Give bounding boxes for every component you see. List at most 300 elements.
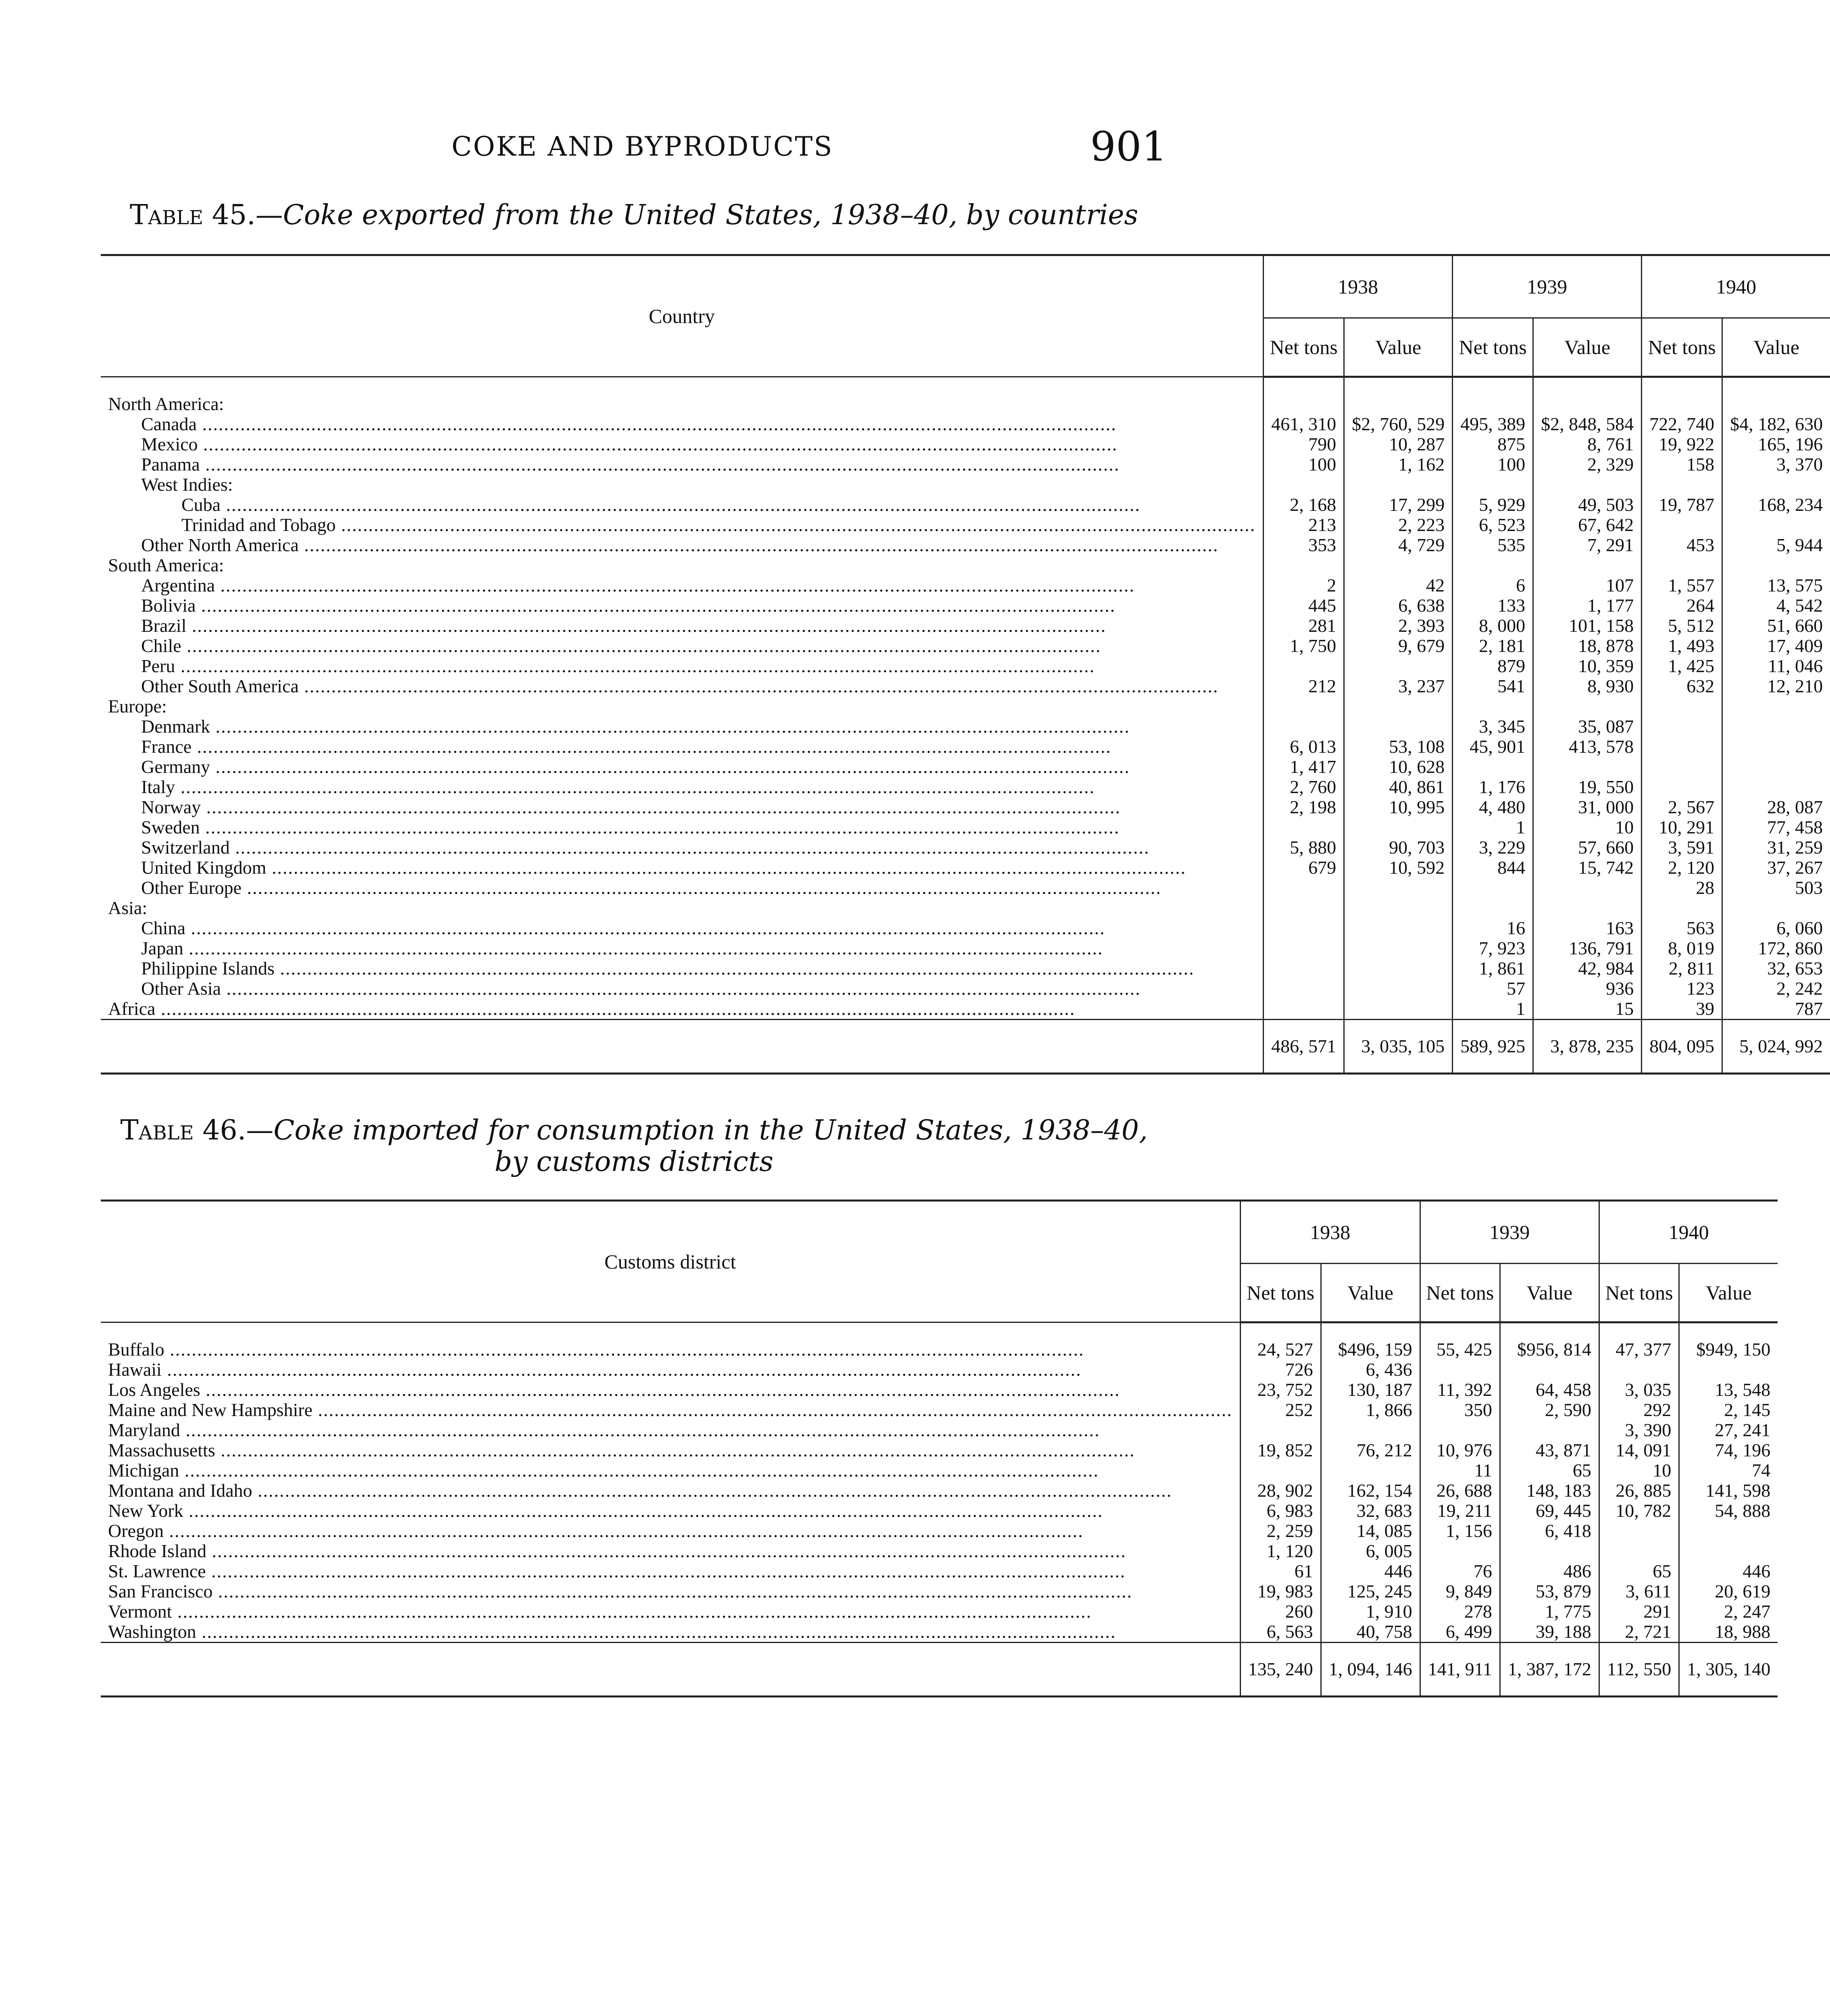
row-label-text: North America:	[108, 393, 224, 414]
table-cell: 14, 091	[1599, 1440, 1679, 1460]
row-label	[101, 1561, 1240, 1581]
table-cell	[1533, 757, 1642, 777]
row-label-text: Oregon .....	[108, 1521, 1083, 1541]
table-cell: 43, 871	[1500, 1440, 1599, 1460]
row-label-text: United Kingdom .....	[141, 858, 1186, 878]
row-label	[101, 837, 1264, 858]
table-cell: 875	[1453, 434, 1533, 454]
table-cell: 19, 922	[1642, 434, 1722, 454]
table-cell: 679	[1264, 858, 1344, 878]
row-label	[101, 958, 1264, 979]
table-row	[101, 434, 1830, 454]
row-label-text: Argentina .....	[141, 575, 1135, 596]
row-label-text: Sweden .....	[141, 817, 1120, 837]
row-label	[101, 555, 1264, 575]
table-cell: 19, 983	[1240, 1581, 1321, 1602]
table-cell: 2	[1264, 575, 1344, 596]
table-cell: 9, 849	[1420, 1581, 1500, 1602]
table-cell: 3, 345	[1453, 716, 1533, 737]
table-cell	[1722, 737, 1830, 757]
table-row	[101, 696, 1830, 716]
running-head: COKE AND BYPRODUCTS	[452, 131, 833, 162]
table-cell	[1722, 757, 1830, 777]
table-46-caption	[101, 1115, 1167, 1178]
table-cell: 2, 393	[1344, 616, 1453, 636]
table-cell: 1, 417	[1264, 757, 1344, 777]
table-cell: $956, 814	[1500, 1322, 1599, 1360]
table-cell: 26, 885	[1599, 1481, 1679, 1501]
table-cell	[1420, 1420, 1500, 1440]
table-cell: 16	[1453, 918, 1533, 938]
table-cell: 2, 181	[1453, 636, 1533, 656]
row-label-text: Montana and Idaho .....	[108, 1481, 1172, 1501]
table-cell	[1264, 979, 1344, 999]
table-cell: 252	[1240, 1400, 1321, 1420]
table-cell: 19, 787	[1642, 495, 1722, 515]
total-cell: 135, 240	[1240, 1643, 1321, 1697]
table-cell: 8, 019	[1642, 938, 1722, 958]
table-cell: 39, 188	[1500, 1622, 1599, 1643]
sub-header: Value	[1321, 1264, 1420, 1322]
row-label	[101, 495, 1264, 515]
row-label	[101, 938, 1264, 958]
table-row	[101, 414, 1830, 434]
total-cell: 486, 571	[1264, 1020, 1344, 1074]
table-row	[101, 515, 1830, 535]
table-cell	[1264, 696, 1344, 716]
table-cell	[1264, 999, 1344, 1020]
table-cell: 5, 512	[1642, 616, 1722, 636]
table-cell: 172, 860	[1722, 938, 1830, 958]
table-cell: 4, 729	[1344, 535, 1453, 555]
table-cell: 27, 241	[1679, 1420, 1778, 1440]
table-46-title: —Coke imported for consumption in the United States, 1938–40, by customs districts	[246, 1114, 1148, 1178]
table-cell	[1599, 1541, 1679, 1561]
table-cell: 49, 503	[1533, 495, 1642, 515]
table-cell: 55, 425	[1420, 1322, 1500, 1360]
table-row	[101, 737, 1830, 757]
table-45	[101, 254, 1830, 1075]
table-cell	[1642, 737, 1722, 757]
table-cell: 9, 679	[1344, 636, 1453, 656]
table-cell: 10, 782	[1599, 1501, 1679, 1521]
year-header-1940: 1940	[1599, 1201, 1778, 1264]
table-row	[101, 1360, 1778, 1380]
table-cell	[1642, 515, 1722, 535]
table-cell: 125, 245	[1321, 1581, 1420, 1602]
table-cell: 162, 154	[1321, 1481, 1420, 1501]
table-cell	[1344, 918, 1453, 938]
table-cell: 40, 861	[1344, 777, 1453, 797]
table-cell: 19, 852	[1240, 1440, 1321, 1460]
table-cell: 879	[1453, 656, 1533, 676]
table-cell: 57, 660	[1533, 837, 1642, 858]
table-cell: 10, 592	[1344, 858, 1453, 878]
table-cell: 163	[1533, 918, 1642, 938]
table-cell: 28, 087	[1722, 797, 1830, 817]
table-cell: 1, 493	[1642, 636, 1722, 656]
table-cell: 2, 120	[1642, 858, 1722, 878]
table-cell: 3, 611	[1599, 1581, 1679, 1602]
table-45-label: Table 45.	[129, 199, 256, 231]
row-label	[101, 716, 1264, 737]
table-cell: $2, 848, 584	[1533, 414, 1642, 434]
table-cell: 11	[1420, 1460, 1500, 1481]
table-cell: 17, 409	[1722, 636, 1830, 656]
table-cell	[1264, 878, 1344, 898]
col-header-customs-district: Customs district	[101, 1201, 1240, 1322]
row-label	[101, 737, 1264, 757]
table-cell: 292	[1599, 1400, 1679, 1420]
table-cell: 77, 458	[1722, 817, 1830, 837]
table-cell: 1, 120	[1240, 1541, 1321, 1561]
sub-header: Net tons	[1264, 318, 1344, 377]
table-cell	[1344, 979, 1453, 999]
year-header-1938: 1938	[1240, 1201, 1420, 1264]
row-label	[101, 656, 1264, 676]
table-cell	[1453, 757, 1533, 777]
page-number: 901	[1090, 123, 1167, 170]
row-label-text: Germany .....	[141, 757, 1130, 777]
table-45-caption	[101, 200, 1167, 231]
sub-header: Value	[1500, 1264, 1599, 1322]
row-label-text: Europe:	[108, 696, 167, 716]
row-label	[101, 898, 1264, 918]
table-cell: 7, 291	[1533, 535, 1642, 555]
table-cell: 158	[1642, 454, 1722, 475]
table-row	[101, 475, 1830, 495]
table-cell: 13, 575	[1722, 575, 1830, 596]
table-cell	[1642, 777, 1722, 797]
row-label-text: Bolivia .....	[141, 596, 1116, 616]
table-cell: 141, 598	[1679, 1481, 1778, 1501]
row-label-text: Mexico .....	[141, 434, 1118, 454]
row-label-text: Maryland .....	[108, 1420, 1100, 1440]
table-cell: 76, 212	[1321, 1440, 1420, 1460]
table-cell: 413, 578	[1533, 737, 1642, 757]
table-cell: 13, 548	[1679, 1380, 1778, 1400]
table-cell: 5, 880	[1264, 837, 1344, 858]
table-cell: 2, 145	[1679, 1400, 1778, 1420]
total-row	[101, 1643, 1778, 1697]
table-cell	[1264, 475, 1344, 495]
table-cell: 133	[1453, 596, 1533, 616]
total-row-label	[101, 1643, 1240, 1697]
row-label-text: Other South America .....	[141, 676, 1218, 696]
table-cell: 3, 035	[1599, 1380, 1679, 1400]
table-cell	[1533, 878, 1642, 898]
table-cell: 100	[1453, 454, 1533, 475]
table-cell: 53, 108	[1344, 737, 1453, 757]
table-row	[101, 616, 1830, 636]
row-label	[101, 434, 1264, 454]
table-row	[101, 454, 1830, 475]
row-label-text: San Francisco .....	[108, 1581, 1133, 1602]
table-cell: 54, 888	[1679, 1501, 1778, 1521]
row-label-text: Philippine Islands .....	[141, 958, 1194, 979]
table-cell: 32, 683	[1321, 1501, 1420, 1521]
row-label-text: Italy .....	[141, 777, 1095, 797]
table-cell: 19, 550	[1533, 777, 1642, 797]
table-cell	[1679, 1541, 1778, 1561]
row-label-text: Rhode Island .....	[108, 1541, 1126, 1561]
table-cell: 632	[1642, 676, 1722, 696]
table-cell: 3, 237	[1344, 676, 1453, 696]
table-cell	[1722, 898, 1830, 918]
table-cell	[1264, 656, 1344, 676]
sub-header: Value	[1344, 318, 1453, 377]
row-label	[101, 1481, 1240, 1501]
row-label	[101, 475, 1264, 495]
table-cell	[1264, 958, 1344, 979]
row-label-text: Hawaii .....	[108, 1360, 1081, 1380]
table-cell	[1533, 475, 1642, 495]
row-label	[101, 1400, 1240, 1420]
table-cell	[1344, 716, 1453, 737]
table-cell	[1453, 878, 1533, 898]
table-cell: 2, 168	[1264, 495, 1344, 515]
total-row-label	[101, 1020, 1264, 1074]
table-cell: 6, 638	[1344, 596, 1453, 616]
table-cell: 4, 480	[1453, 797, 1533, 817]
row-label-text: Switzerland .....	[141, 837, 1149, 858]
row-label-text: New York .....	[108, 1501, 1103, 1521]
row-label-text: France .....	[141, 737, 1112, 757]
table-cell	[1500, 1360, 1599, 1380]
table-cell: 353	[1264, 535, 1344, 555]
table-cell: 42, 984	[1533, 958, 1642, 979]
table-cell	[1642, 377, 1722, 414]
row-label	[101, 979, 1264, 999]
table-cell	[1344, 999, 1453, 1020]
table-cell: 563	[1642, 918, 1722, 938]
year-header-1938: 1938	[1264, 255, 1453, 318]
row-label-text: Massachusetts .....	[108, 1440, 1135, 1460]
table-cell: 45, 901	[1453, 737, 1533, 757]
table-cell: 10	[1533, 817, 1642, 837]
table-cell	[1642, 757, 1722, 777]
table-cell: 10, 287	[1344, 434, 1453, 454]
table-cell	[1264, 555, 1344, 575]
table-cell: 10, 995	[1344, 797, 1453, 817]
sub-header: Net tons	[1642, 318, 1722, 377]
table-cell: 453	[1642, 535, 1722, 555]
row-label-text: Washington .....	[108, 1622, 1116, 1642]
table-cell: 6, 983	[1240, 1501, 1321, 1521]
table-cell: 503	[1722, 878, 1830, 898]
table-row	[101, 1322, 1778, 1360]
total-cell: 3, 878, 235	[1533, 1020, 1642, 1074]
table-cell: 446	[1679, 1561, 1778, 1581]
table-cell: 5, 929	[1453, 495, 1533, 515]
sub-header: Value	[1722, 318, 1830, 377]
table-row	[101, 1501, 1778, 1521]
table-cell	[1722, 475, 1830, 495]
table-cell: 57	[1453, 979, 1533, 999]
table-cell	[1344, 938, 1453, 958]
table-cell: 486	[1500, 1561, 1599, 1581]
table-cell: 1, 176	[1453, 777, 1533, 797]
table-cell	[1264, 938, 1344, 958]
table-cell: 15	[1533, 999, 1642, 1020]
table-cell	[1500, 1541, 1599, 1561]
table-cell: 64, 458	[1500, 1380, 1599, 1400]
row-label	[101, 757, 1264, 777]
table-cell: 2, 198	[1264, 797, 1344, 817]
year-header-1939: 1939	[1453, 255, 1642, 318]
table-cell: 3, 390	[1599, 1420, 1679, 1440]
table-cell: 10, 976	[1420, 1440, 1500, 1460]
table-row	[101, 797, 1830, 817]
table-cell: 1, 750	[1264, 636, 1344, 656]
row-label	[101, 1501, 1240, 1521]
table-cell: $4, 182, 630	[1722, 414, 1830, 434]
table-cell: 212	[1264, 676, 1344, 696]
table-row	[101, 1541, 1778, 1561]
table-cell	[1420, 1541, 1500, 1561]
table-cell: 53, 879	[1500, 1581, 1599, 1602]
row-label	[101, 1541, 1240, 1561]
row-label-text: West Indies:	[141, 474, 233, 495]
table-cell: 6, 013	[1264, 737, 1344, 757]
table-cell	[1500, 1420, 1599, 1440]
total-cell: 5, 024, 992	[1722, 1020, 1830, 1074]
total-row	[101, 1020, 1830, 1074]
table-cell: 1	[1453, 999, 1533, 1020]
table-cell: 535	[1453, 535, 1533, 555]
table-row	[101, 938, 1830, 958]
table-row	[101, 535, 1830, 555]
table-row	[101, 777, 1830, 797]
table-row	[101, 656, 1830, 676]
table-cell: 19, 211	[1420, 1501, 1500, 1521]
table-cell: 7, 923	[1453, 938, 1533, 958]
row-label-text: Michigan .....	[108, 1460, 1099, 1481]
total-cell: 1, 387, 172	[1500, 1643, 1599, 1697]
table-cell	[1344, 898, 1453, 918]
row-label	[101, 1440, 1240, 1460]
table-cell	[1722, 515, 1830, 535]
sub-header: Net tons	[1240, 1264, 1321, 1322]
table-cell: 2, 259	[1240, 1521, 1321, 1541]
table-cell: 74	[1679, 1460, 1778, 1481]
table-cell	[1453, 555, 1533, 575]
row-label	[101, 858, 1264, 878]
table-cell: 123	[1642, 979, 1722, 999]
table-cell: 1, 866	[1321, 1400, 1420, 1420]
table-cell: 264	[1642, 596, 1722, 616]
table-cell	[1240, 1420, 1321, 1440]
table-cell: 136, 791	[1533, 938, 1642, 958]
table-cell: 148, 183	[1500, 1481, 1599, 1501]
table-row	[101, 757, 1830, 777]
row-label-text: Buffalo .....	[108, 1339, 1084, 1360]
table-cell	[1264, 716, 1344, 737]
table-cell: 101, 158	[1533, 616, 1642, 636]
table-cell: 6, 499	[1420, 1622, 1500, 1643]
table-row	[101, 495, 1830, 515]
table-row	[101, 636, 1830, 656]
table-cell	[1264, 817, 1344, 837]
row-label-text: Africa .....	[108, 999, 1075, 1019]
table-cell: 107	[1533, 575, 1642, 596]
row-label	[101, 377, 1264, 414]
row-label-text: St. Lawrence .....	[108, 1561, 1126, 1581]
table-cell	[1453, 898, 1533, 918]
table-45-body	[101, 377, 1830, 1074]
table-cell: 130, 187	[1321, 1380, 1420, 1400]
table-cell: 350	[1420, 1400, 1500, 1420]
table-row	[101, 596, 1830, 616]
row-label	[101, 999, 1264, 1020]
table-cell: $2, 760, 529	[1344, 414, 1453, 434]
row-label-text: Japan .....	[141, 938, 1103, 958]
row-label-text: Trinidad and Tobago .....	[181, 515, 1255, 535]
table-cell	[1344, 817, 1453, 837]
table-row	[101, 575, 1830, 596]
table-cell	[1642, 716, 1722, 737]
table-cell: 37, 267	[1722, 858, 1830, 878]
table-cell	[1453, 696, 1533, 716]
table-cell: 6, 563	[1240, 1622, 1321, 1643]
row-label	[101, 1521, 1240, 1541]
table-cell: 1	[1453, 817, 1533, 837]
row-label-text: Peru .....	[141, 656, 1095, 676]
table-cell	[1453, 475, 1533, 495]
total-cell: 1, 094, 146	[1321, 1643, 1420, 1697]
table-cell	[1344, 377, 1453, 414]
table-cell: 1, 156	[1420, 1521, 1500, 1541]
row-label-text: Denmark .....	[141, 716, 1130, 737]
table-cell: 40, 758	[1321, 1622, 1420, 1643]
row-label	[101, 777, 1264, 797]
table-cell: 8, 930	[1533, 676, 1642, 696]
table-cell: 51, 660	[1722, 616, 1830, 636]
table-cell	[1264, 898, 1344, 918]
table-cell	[1722, 377, 1830, 414]
row-label-text: China .....	[141, 918, 1105, 938]
table-cell: 65	[1500, 1460, 1599, 1481]
table-cell: 291	[1599, 1602, 1679, 1622]
table-cell: $949, 150	[1679, 1322, 1778, 1360]
col-header-country: Country	[101, 255, 1264, 377]
table-cell: 11, 046	[1722, 656, 1830, 676]
row-label	[101, 817, 1264, 837]
table-cell	[1264, 377, 1344, 414]
table-cell	[1642, 555, 1722, 575]
total-cell: 589, 925	[1453, 1020, 1533, 1074]
table-cell: 790	[1264, 434, 1344, 454]
row-label	[101, 616, 1264, 636]
table-cell: 6	[1453, 575, 1533, 596]
table-cell: 722, 740	[1642, 414, 1722, 434]
row-label	[101, 1581, 1240, 1602]
table-cell: 281	[1264, 616, 1344, 636]
row-label	[101, 878, 1264, 898]
table-row	[101, 999, 1830, 1020]
table-cell: 11, 392	[1420, 1380, 1500, 1400]
year-header-1940: 1940	[1642, 255, 1830, 318]
table-cell: 24, 527	[1240, 1322, 1321, 1360]
row-label-text: Cuba .....	[181, 495, 1141, 515]
table-cell	[1679, 1360, 1778, 1380]
table-cell: $496, 159	[1321, 1322, 1420, 1360]
table-cell: 461, 310	[1264, 414, 1344, 434]
table-cell	[1642, 475, 1722, 495]
table-cell: 1, 775	[1500, 1602, 1599, 1622]
sub-header: Net tons	[1599, 1264, 1679, 1322]
table-row	[101, 1400, 1778, 1420]
